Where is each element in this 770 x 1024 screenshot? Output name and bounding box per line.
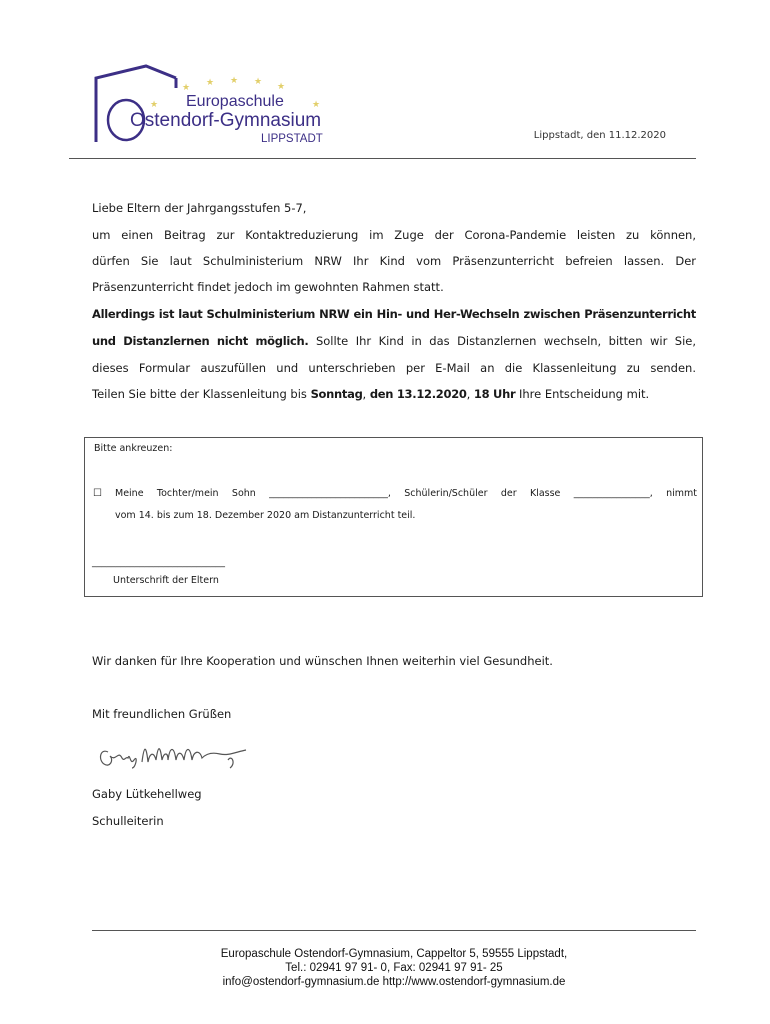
signature-line[interactable]: ____________________________: [92, 557, 225, 568]
body-line-1: um einen Beitrag zur Kontaktreduzierung im Zuge der Corona-Pandemie leisten zu können,: [92, 228, 696, 242]
svg-text:★: ★: [150, 100, 159, 110]
salutation: Liebe Eltern der Jahrgangsstufen 5-7,: [92, 201, 307, 215]
body-line-7: [92, 386, 696, 402]
separator: ,: [466, 387, 474, 401]
footer-phone: Tel.: 02941 97 91- 0, Fax: 02941 97 91- 25: [285, 962, 503, 974]
deadline-day: Sonntag: [310, 387, 363, 401]
signer-name: Gaby Lütkehellweg: [92, 787, 202, 801]
form-line-2: vom 14. bis zum 18. Dezember 2020 am Distanzunterricht teil.: [115, 510, 416, 521]
header-divider: [69, 158, 696, 159]
body-line-5-bold: und Distanzlernen nicht möglich.: [92, 334, 309, 348]
footer-divider: [92, 930, 696, 931]
svg-text:★: ★: [230, 76, 239, 86]
deadline-date: den 13.12.2020: [369, 387, 467, 401]
body-line-7-pre: Teilen Sie bitte der Klassenleitung bis: [92, 387, 311, 401]
svg-text:★: ★: [277, 82, 286, 92]
footer-address: Europaschule Ostendorf-Gymnasium, Cappeltor 5, 59555 Lippstadt,: [220, 948, 568, 960]
form-label: Bitte ankreuzen:: [94, 443, 173, 454]
logo-text-europaschule: Europaschule: [186, 93, 284, 110]
svg-text:★: ★: [312, 100, 321, 110]
footer-contact[interactable]: info@ostendorf-gymnasium.de http://www.ostendorf-gymnasium.de: [222, 976, 566, 988]
body-line-5: [92, 333, 696, 349]
body-line-6: dieses Formular auszufüllen und unterschrieben per E-Mail an die Klassenleitung zu senden.: [92, 361, 696, 375]
footer: [92, 947, 696, 989]
separator: ,: [362, 387, 370, 401]
svg-text:★: ★: [206, 78, 215, 88]
thanks-text: Wir danken für Ihre Kooperation und wünschen Ihnen weiterhin viel Gesundheit.: [92, 654, 553, 668]
svg-text:★: ★: [254, 77, 263, 87]
deadline-time: 18 Uhr: [473, 387, 516, 401]
regards-text: Mit freundlichen Grüßen: [92, 707, 232, 721]
form-line-1: Meine Tochter/mein Sohn _________________________, Schülerin/Schüler der Klasse ________________, nimmt: [115, 488, 697, 499]
signer-role: Schulleiterin: [92, 814, 164, 828]
svg-text:★: ★: [182, 83, 191, 93]
school-logo: [90, 62, 340, 152]
signature-label: Unterschrift der Eltern: [113, 575, 219, 586]
logo-text-city: LIPPSTADT: [261, 133, 323, 145]
body-line-3: Präsenzunterricht findet jedoch im gewohnten Rahmen statt.: [92, 280, 444, 294]
consent-form-box: [84, 437, 703, 597]
logo-text-school-name: Ostendorf-Gymnasium: [130, 110, 322, 131]
body-line-7-post: Ihre Entscheidung mit.: [515, 387, 650, 401]
checkbox[interactable]: ☐: [93, 488, 102, 499]
body-line-5-rest: Sollte Ihr Kind in das Distanzlernen wechseln, bitten wir Sie,: [308, 334, 696, 348]
letter-date: Lippstadt, den 11.12.2020: [533, 130, 666, 141]
body-line-2: dürfen Sie laut Schulministerium NRW Ihr Kind vom Präsenzunterricht befreien lassen. Der: [92, 254, 696, 268]
body-line-4-bold: Allerdings ist laut Schulministerium NRW ein Hin- und Her-Wechseln zwischen Präsenzunterricht: [92, 307, 696, 321]
handwritten-signature: [96, 738, 256, 770]
